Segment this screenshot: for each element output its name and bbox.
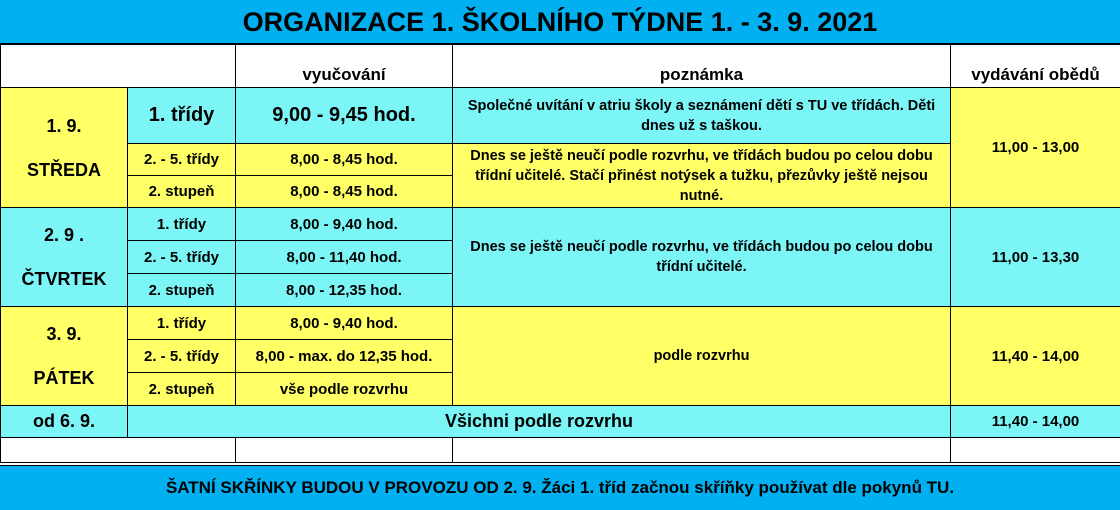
day3-time1: 8,00 - 9,40 hod. bbox=[236, 307, 453, 340]
day1-note-first: Společné uvítání v atriu školy a seznámení dětí s TU ve třídách. Děti dnes už s taškou. bbox=[453, 88, 951, 144]
day3-name: PÁTEK bbox=[33, 368, 95, 388]
day1-time3: 8,00 - 8,45 hod. bbox=[236, 176, 453, 208]
footer-notice: ŠATNÍ SKŘÍNKY BUDOU V PROVOZU OD 2. 9. Žáci 1. tříd začnou skříňky používat dle pokynů TU. bbox=[0, 465, 1120, 510]
day1-time2: 8,00 - 8,45 hod. bbox=[236, 144, 453, 176]
day3-note: podle rozvrhu bbox=[453, 307, 951, 406]
day2-label-cell bbox=[1, 208, 128, 307]
day2-row1 bbox=[1, 208, 1120, 241]
schedule-table bbox=[0, 44, 1120, 463]
day1-name: STŘEDA bbox=[26, 159, 101, 180]
day1-lunch: 11,00 - 13,00 bbox=[951, 88, 1120, 208]
day1-note-rest: Dnes se ještě neučí podle rozvrhu, ve třídách budou po celou dobu třídní učitelé. Stačí přinést notýsek a tužku, přezůvky ještě nejsou nutné. bbox=[453, 144, 951, 208]
day3-date: 3. 9. bbox=[46, 324, 82, 344]
day3-time3: vše podle rozvrhu bbox=[236, 373, 453, 406]
day2-time2: 8,00 - 11,40 hod. bbox=[236, 241, 453, 274]
day3-lunch: 11,40 - 14,00 bbox=[951, 307, 1120, 406]
day2-name: ČTVRTEK bbox=[21, 269, 107, 289]
day2-group3: 2. stupeň bbox=[128, 274, 236, 307]
from-label: od 6. 9. bbox=[1, 406, 128, 438]
day3-row1 bbox=[1, 307, 1120, 340]
from-lunch: 11,40 - 14,00 bbox=[951, 406, 1120, 438]
spacer-cell-c bbox=[453, 438, 951, 463]
day2-time3: 8,00 - 12,35 hod. bbox=[236, 274, 453, 307]
header-vyucovani: vyučování bbox=[236, 45, 453, 88]
day3-group1: 1. třídy bbox=[128, 307, 236, 340]
day2-lunch: 11,00 - 13,30 bbox=[951, 208, 1120, 307]
day1-group1: 1. třídy bbox=[128, 88, 236, 144]
day2-date: 2. 9 . bbox=[43, 225, 85, 245]
day3-label-cell bbox=[1, 307, 128, 406]
spacer-row bbox=[1, 438, 1120, 463]
day1-time1: 9,00 - 9,45 hod. bbox=[236, 88, 453, 144]
day3-group2: 2. - 5. třídy bbox=[128, 340, 236, 373]
day1-row1 bbox=[1, 88, 1120, 144]
header-blank-cell bbox=[1, 45, 236, 88]
day3-time2: 8,00 - max. do 12,35 hod. bbox=[236, 340, 453, 373]
day1-group3: 2. stupeň bbox=[128, 176, 236, 208]
header-obedy: vydávání obědů bbox=[951, 45, 1120, 88]
day2-group1: 1. třídy bbox=[128, 208, 236, 241]
day3-group3: 2. stupeň bbox=[128, 373, 236, 406]
spacer-cell-d bbox=[951, 438, 1120, 463]
from-row bbox=[1, 406, 1120, 438]
header-poznamka: poznámka bbox=[453, 45, 951, 88]
spacer-cell-b bbox=[236, 438, 453, 463]
header-row bbox=[1, 45, 1120, 88]
spacer-cell-a bbox=[1, 438, 236, 463]
day2-time1: 8,00 - 9,40 hod. bbox=[236, 208, 453, 241]
from-text: Všichni podle rozvrhu bbox=[128, 406, 951, 438]
day1-group2: 2. - 5. třídy bbox=[128, 144, 236, 176]
day2-group2: 2. - 5. třídy bbox=[128, 241, 236, 274]
day1-date: 1. 9. bbox=[46, 115, 82, 136]
day1-label-cell bbox=[1, 88, 128, 208]
page-title: ORGANIZACE 1. ŠKOLNÍHO TÝDNE 1. - 3. 9. 2021 bbox=[0, 0, 1120, 44]
day2-note: Dnes se ještě neučí podle rozvrhu, ve třídách budou po celou dobu třídní učitelé. bbox=[453, 208, 951, 307]
